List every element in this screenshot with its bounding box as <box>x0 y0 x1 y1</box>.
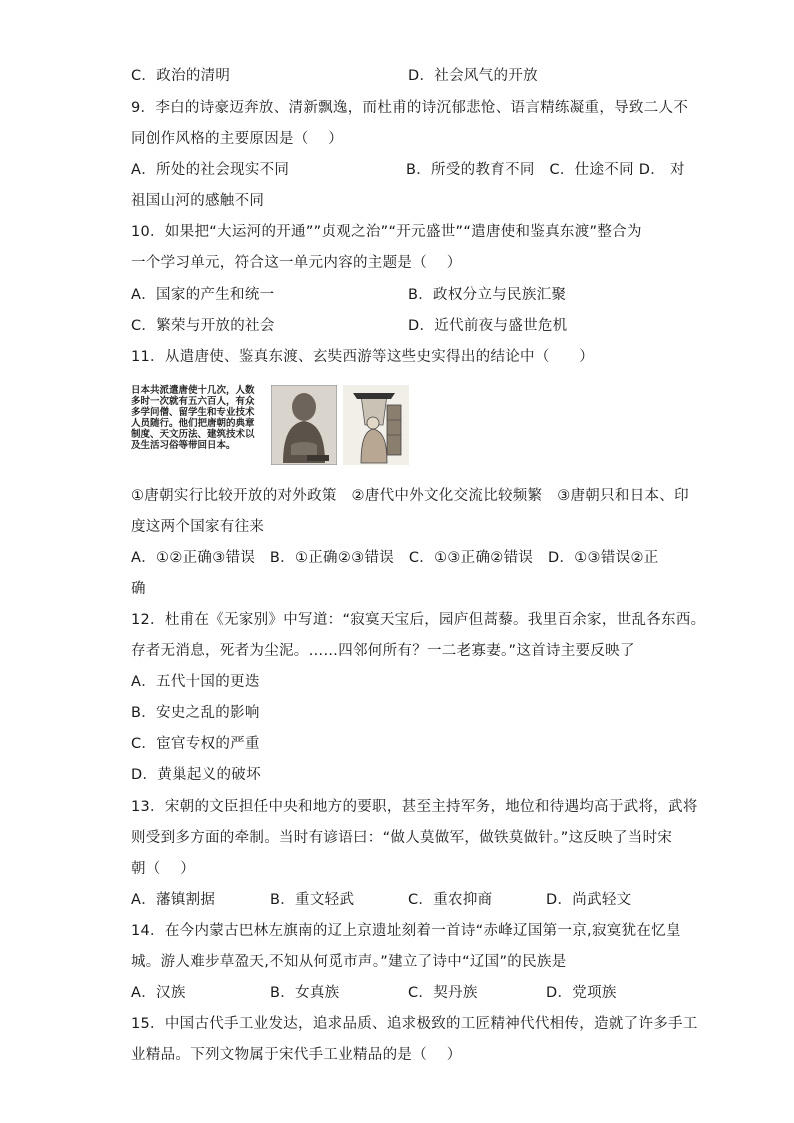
q9-option-d-cont: 祖国山河的感触不同 <box>131 193 265 209</box>
q8-option-c: C．政治的清明 <box>131 68 231 84</box>
q12-stem-line2: 存者无消息，死者为尘泥。……四邻何所有？一二老寡妻。”这首诗主要反映了 <box>131 643 635 659</box>
q12-option-c: C．宦官专权的严重 <box>131 736 260 752</box>
q14-option-a: A．汉族 <box>131 985 186 1001</box>
q15-stem-line1: 15．中国古代手工业发达，追求品质、追求极致的工匠精神代代相传，造就了许多手工 <box>131 1016 698 1032</box>
q13-option-b: B．重文轻武 <box>270 892 355 908</box>
xuanzang-image <box>343 385 409 465</box>
q11-figure-caption: 日本共派遣唐使十几次，人数多时一次就有五六百人，有众多学问僧、留学生和专业技术人员随行。他们把唐朝的典章制度、天文历法、建筑技术以及生活习俗等带回日本。 <box>131 385 255 451</box>
q11-options: A．①②正确③错误 B．①正确②③错误 C．①③正确②错误 D．①③错误②正 <box>131 550 659 566</box>
q11-options-cont: 确 <box>131 581 146 597</box>
q13-option-a: A．藩镇割据 <box>131 892 216 908</box>
q13-option-d: D．尚武轻文 <box>546 892 632 908</box>
q10-option-d: D．近代前夜与盛世危机 <box>408 318 568 334</box>
q10-stem-line1: 10．如果把“大运河的开通””贞观之治”“开元盛世”“遣唐使和鉴真东渡”整合为 <box>131 224 642 240</box>
q15-stem-line2: 业精品。下列文物属于宋代手工业精品的是（ ） <box>131 1047 462 1063</box>
q14-option-c: C．契丹族 <box>408 985 478 1001</box>
q12-option-a: A．五代十国的更迭 <box>131 674 260 690</box>
q13-option-c: C．重农抑商 <box>408 892 493 908</box>
q14-stem-line1: 14．在今内蒙古巴林左旗南的辽上京遗址刻着一首诗“赤峰辽国第一京,寂寞犹在忆皇 <box>131 923 681 939</box>
q14-option-d: D．党项族 <box>546 985 617 1001</box>
jianzhen-statue-image <box>271 385 337 465</box>
q11-statement-line2: 度这两个国家有往来 <box>131 519 265 535</box>
q11-statement-line1: ①唐朝实行比较开放的对外政策 ②唐代中外文化交流比较频繁 ③唐朝只和日本、印 <box>131 488 689 504</box>
q10-option-c: C．繁荣与开放的社会 <box>131 318 275 334</box>
q10-stem-line2: 一个学习单元，符合这一单元内容的主题是（ ） <box>131 255 462 271</box>
q9-option-a: A．所处的社会现实不同 <box>131 162 290 178</box>
q9-options-bcd: B．所受的教育不同 C．仕途不同 D． 对 <box>406 162 685 178</box>
q9-stem-line2: 同创作风格的主要原因是（ ） <box>131 131 344 147</box>
q8-option-d: D．社会风气的开放 <box>408 68 538 84</box>
q13-stem-line3: 朝（ ） <box>131 861 196 877</box>
q12-stem-line1: 12．杜甫在《无家别》中写道：“寂寞天宝后，园庐但蒿藜。我里百余家，世乱各东西。 <box>131 612 706 628</box>
q11-stem: 11．从遣唐使、鉴真东渡、玄奘西游等这些史实得出的结论中（ ） <box>131 349 595 365</box>
q10-option-b: B．政权分立与民族汇聚 <box>408 287 567 303</box>
q13-stem-line1: 13．宋朝的文臣担任中央和地方的要职，甚至主持军务，地位和待遇均高于武将，武将 <box>131 799 698 815</box>
q14-option-b: B．女真族 <box>270 985 340 1001</box>
q9-stem-line1: 9．李白的诗豪迈奔放、清新飘逸，而杜甫的诗沉郁悲怆、语言精练凝重，导致二人不 <box>131 100 689 116</box>
q12-option-d: D．黄巢起义的破坏 <box>131 767 261 783</box>
q11-figure <box>131 385 411 465</box>
q14-stem-line2: 城。游人难步草盈天,不知从何觅市声。”建立了诗中“辽国”的民族是 <box>131 954 567 970</box>
q12-option-b: B．安史之乱的影响 <box>131 705 260 721</box>
q13-stem-line2: 则受到多方面的牵制。当时有谚语曰：“做人莫做军，做铁莫做针。”这反映了当时宋 <box>131 830 673 846</box>
q10-option-a: A．国家的产生和统一 <box>131 287 275 303</box>
